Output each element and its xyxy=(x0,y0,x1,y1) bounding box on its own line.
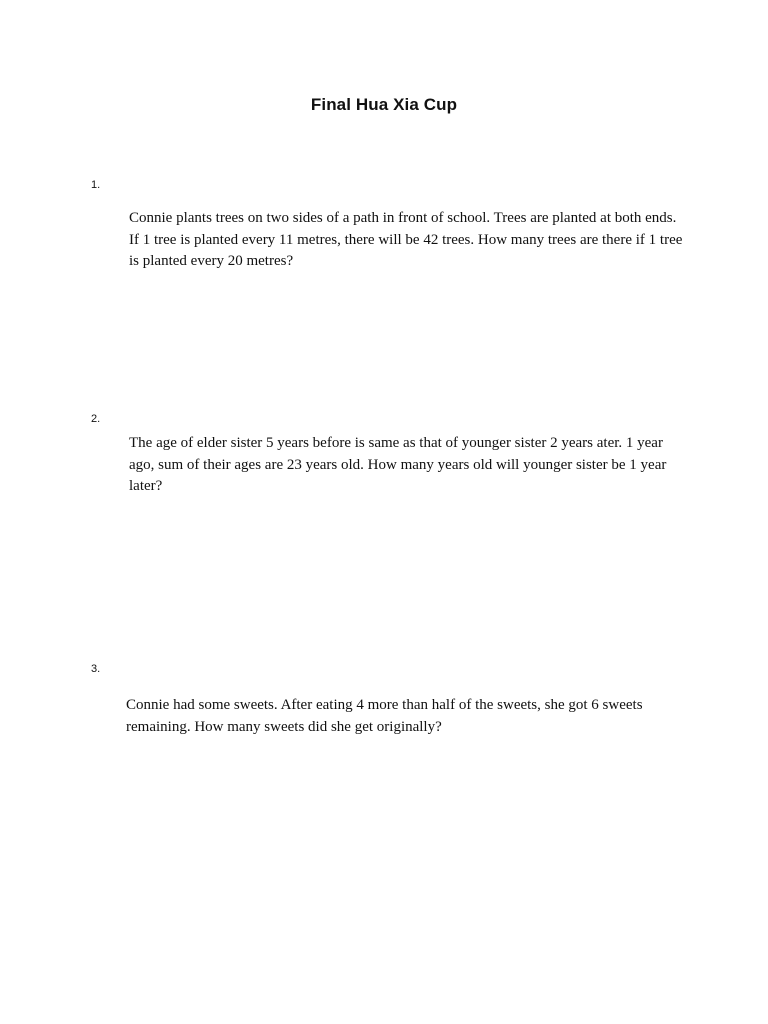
question-3-line-2: remaining. How many sweets did she get originally? xyxy=(126,718,442,735)
question-2-number: 2. xyxy=(91,413,101,425)
question-1-line-3: is planted every 20 metres? xyxy=(129,253,294,269)
question-3-text xyxy=(126,695,643,738)
question-3-number: 3. xyxy=(91,663,101,675)
question-1-line-2: If 1 tree is planted every 11 metres, there will be 42 trees. How many trees are there if 1 tree xyxy=(129,231,683,248)
question-2-line-2: ago, sum of their ages are 23 years old. How many years old will younger sister be 1 year xyxy=(129,456,667,473)
question-1-number: 1. xyxy=(91,179,101,191)
question-2-text xyxy=(129,433,666,498)
question-3-line-1: Connie had some sweets. After eating 4 more than half of the sweets, she got 6 sweets xyxy=(126,697,643,713)
question-2-line-3: later? xyxy=(129,478,163,494)
question-1-line-1: Connie plants trees on two sides of a path in front of school. Trees are planted at both ends. xyxy=(129,210,677,226)
question-1-text xyxy=(129,208,682,273)
question-2-line-1: The age of elder sister 5 years before is same as that of younger sister 2 years ater. 1 year xyxy=(129,435,663,451)
page-title: Final Hua Xia Cup xyxy=(310,95,458,114)
